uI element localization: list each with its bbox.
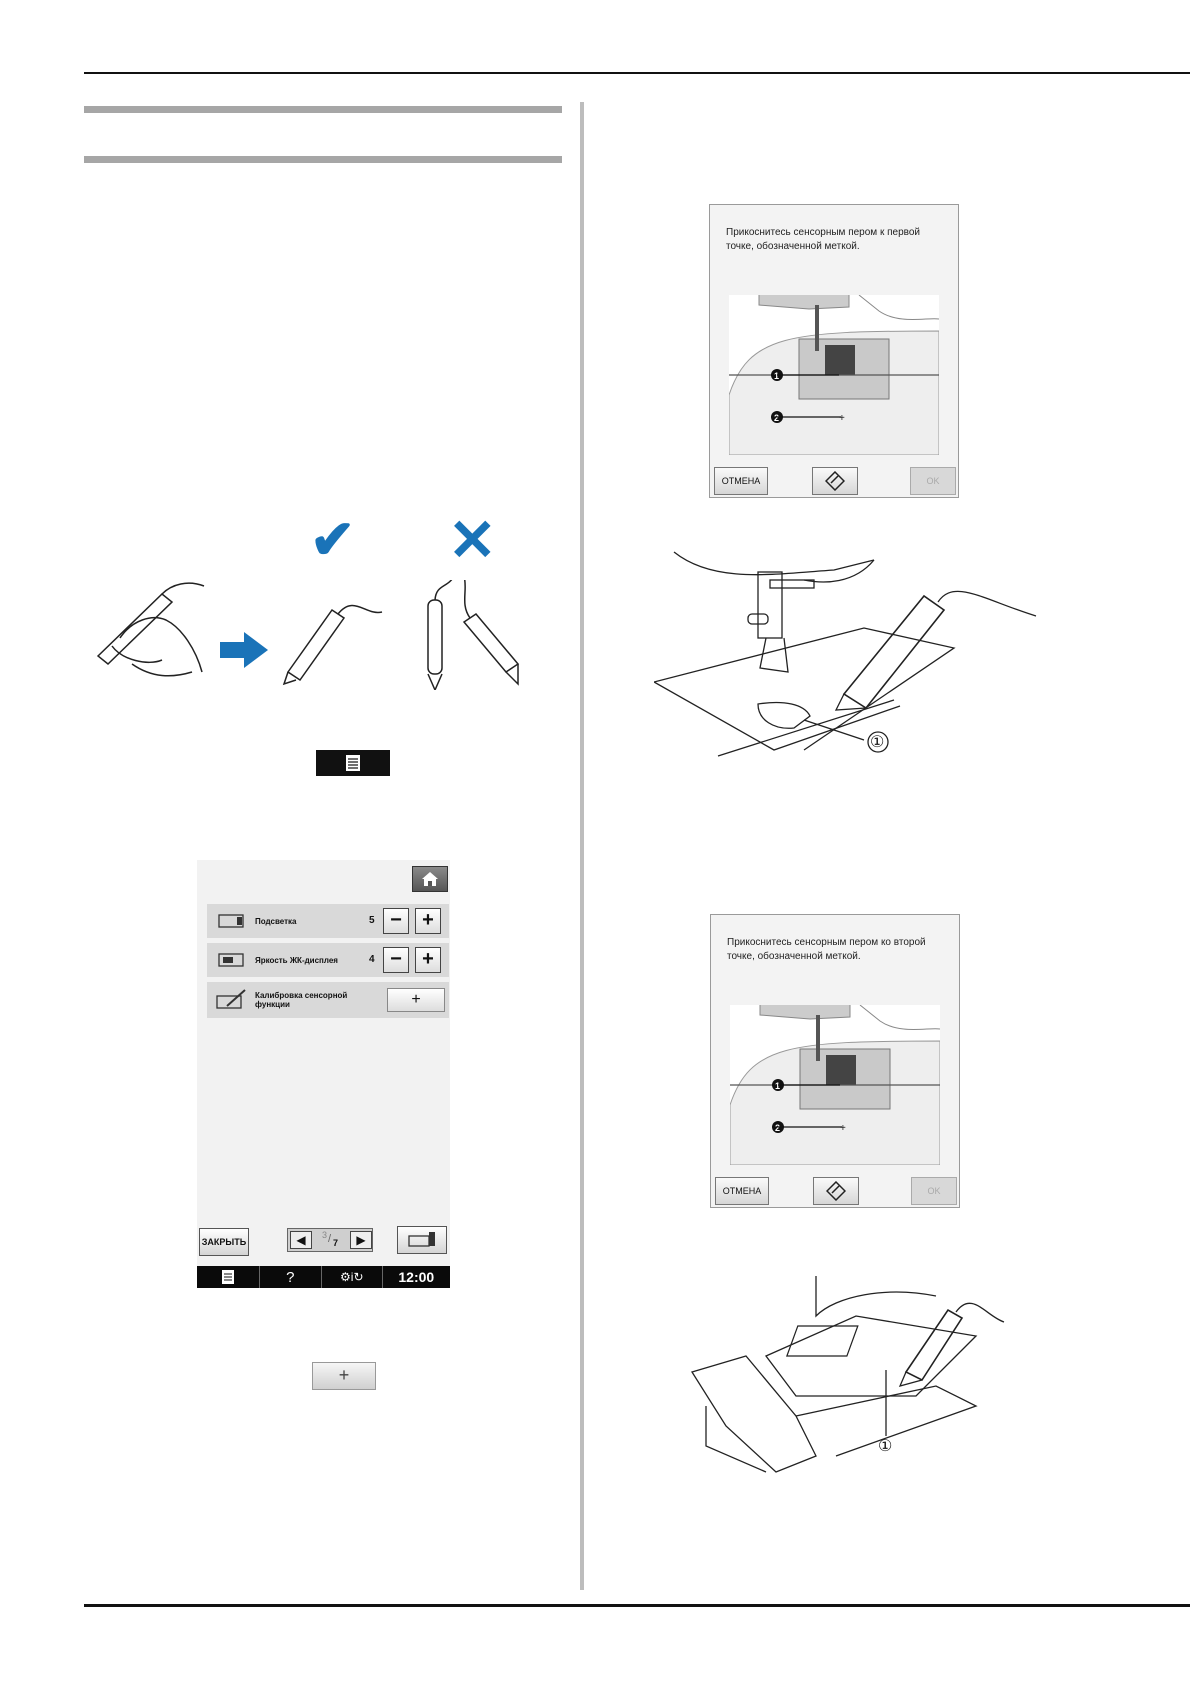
settings-screen xyxy=(197,860,450,1288)
calibration-message: Прикоснитесь сенсорным пером ко второй точке, обозначенной меткой. xyxy=(727,937,926,962)
machine-settings-button[interactable] xyxy=(397,1226,447,1254)
page-total: 7 xyxy=(333,1238,339,1248)
marker-one: 1 xyxy=(775,1081,781,1091)
machine-needle-plate-illustration xyxy=(729,295,939,455)
page-prev-button[interactable]: ◀ xyxy=(290,1231,312,1249)
settings-key-button xyxy=(316,750,390,776)
page-icon xyxy=(345,754,361,772)
top-rule xyxy=(84,72,1190,74)
lcd-brightness-plus-button[interactable]: + xyxy=(415,947,441,973)
pen-holding-illustration xyxy=(92,580,552,690)
cancel-button[interactable]: ОТМЕНА xyxy=(714,467,768,495)
settings-wand-button[interactable] xyxy=(813,1177,859,1205)
settings-row-touch-calibration xyxy=(207,982,449,1018)
settings-row-backlight xyxy=(207,904,449,938)
callout-touch-point: ① xyxy=(878,1438,893,1455)
status-clock: 12:00 xyxy=(398,1269,435,1285)
status-help-button[interactable]: ? xyxy=(260,1266,323,1288)
calibration-message: Прикоснитесь сенсорным пером к первой точке, обозначенной меткой. xyxy=(726,227,920,252)
target-cross-icon: + xyxy=(840,1123,846,1134)
marker-one: 1 xyxy=(774,371,780,381)
calibration-key-button xyxy=(312,1362,376,1390)
cancel-button[interactable]: ОТМЕНА xyxy=(715,1177,769,1205)
machine-info-icon: ⚙i↻ xyxy=(340,1270,364,1284)
column-divider xyxy=(580,102,584,1590)
ok-button[interactable]: OK xyxy=(911,1177,957,1205)
lcd-brightness-icon xyxy=(217,950,247,970)
home-icon xyxy=(421,871,439,887)
settings-row-label: Подсветка xyxy=(255,917,297,926)
callout-touch-point: ① xyxy=(870,734,885,751)
bottom-rule xyxy=(84,1604,1190,1607)
status-page-button[interactable] xyxy=(197,1266,260,1288)
pen-vertical-wrong-drawing xyxy=(428,580,454,690)
heading-bar-bottom xyxy=(84,156,562,163)
backlight-icon xyxy=(217,911,247,931)
diamond-icon xyxy=(826,1181,846,1201)
calibration-screen-first xyxy=(709,204,959,498)
pen-on-needle-plate-illustration xyxy=(654,544,1054,764)
calibration-screen-second xyxy=(710,914,960,1208)
pen-on-embroidery-unit-illustration xyxy=(686,1276,1016,1476)
lcd-brightness-minus-button[interactable]: − xyxy=(383,947,409,973)
calibration-pen-icon xyxy=(215,988,249,1012)
backlight-value: 5 xyxy=(369,915,375,926)
close-button[interactable]: ЗАКРЫТЬ xyxy=(199,1228,249,1256)
plus-icon: + xyxy=(338,1365,350,1385)
settings-wand-button[interactable] xyxy=(812,467,858,495)
correct-check-icon: ✔ xyxy=(310,510,356,570)
pen-correct-angle-drawing xyxy=(284,605,382,684)
page-next-button[interactable]: ▶ xyxy=(350,1231,372,1249)
page-icon xyxy=(221,1269,235,1285)
backlight-plus-button[interactable]: + xyxy=(415,908,441,934)
settings-row-label: Яркость ЖК-дисплея xyxy=(255,956,338,965)
machine-needle-plate-illustration xyxy=(730,1005,940,1165)
status-bar xyxy=(197,1266,450,1288)
backlight-minus-button[interactable]: − xyxy=(383,908,409,934)
marker-two: 2 xyxy=(774,413,780,423)
calibration-start-button[interactable]: + xyxy=(387,988,445,1012)
page-indicator: 3 / 7 xyxy=(322,1230,339,1248)
diamond-icon xyxy=(825,471,845,491)
page-navigator xyxy=(287,1228,373,1252)
status-info-button[interactable] xyxy=(322,1266,383,1288)
lcd-brightness-value: 4 xyxy=(369,954,375,965)
target-cross-icon: + xyxy=(839,413,845,424)
wrong-cross-icon: ✕ xyxy=(448,508,497,573)
machine-icon xyxy=(407,1230,437,1250)
pen-flat-wrong-drawing xyxy=(464,580,518,684)
settings-row-lcd-brightness xyxy=(207,943,449,977)
right-arrow-icon xyxy=(220,632,268,668)
heading-bar-top xyxy=(84,106,562,113)
home-button[interactable] xyxy=(412,866,448,892)
marker-two: 2 xyxy=(775,1123,781,1133)
page-current: 3 xyxy=(322,1230,328,1240)
settings-row-label: Калибровка сенсорной функции xyxy=(255,991,348,1009)
hand-with-pen-drawing xyxy=(98,583,204,676)
ok-button[interactable]: OK xyxy=(910,467,956,495)
